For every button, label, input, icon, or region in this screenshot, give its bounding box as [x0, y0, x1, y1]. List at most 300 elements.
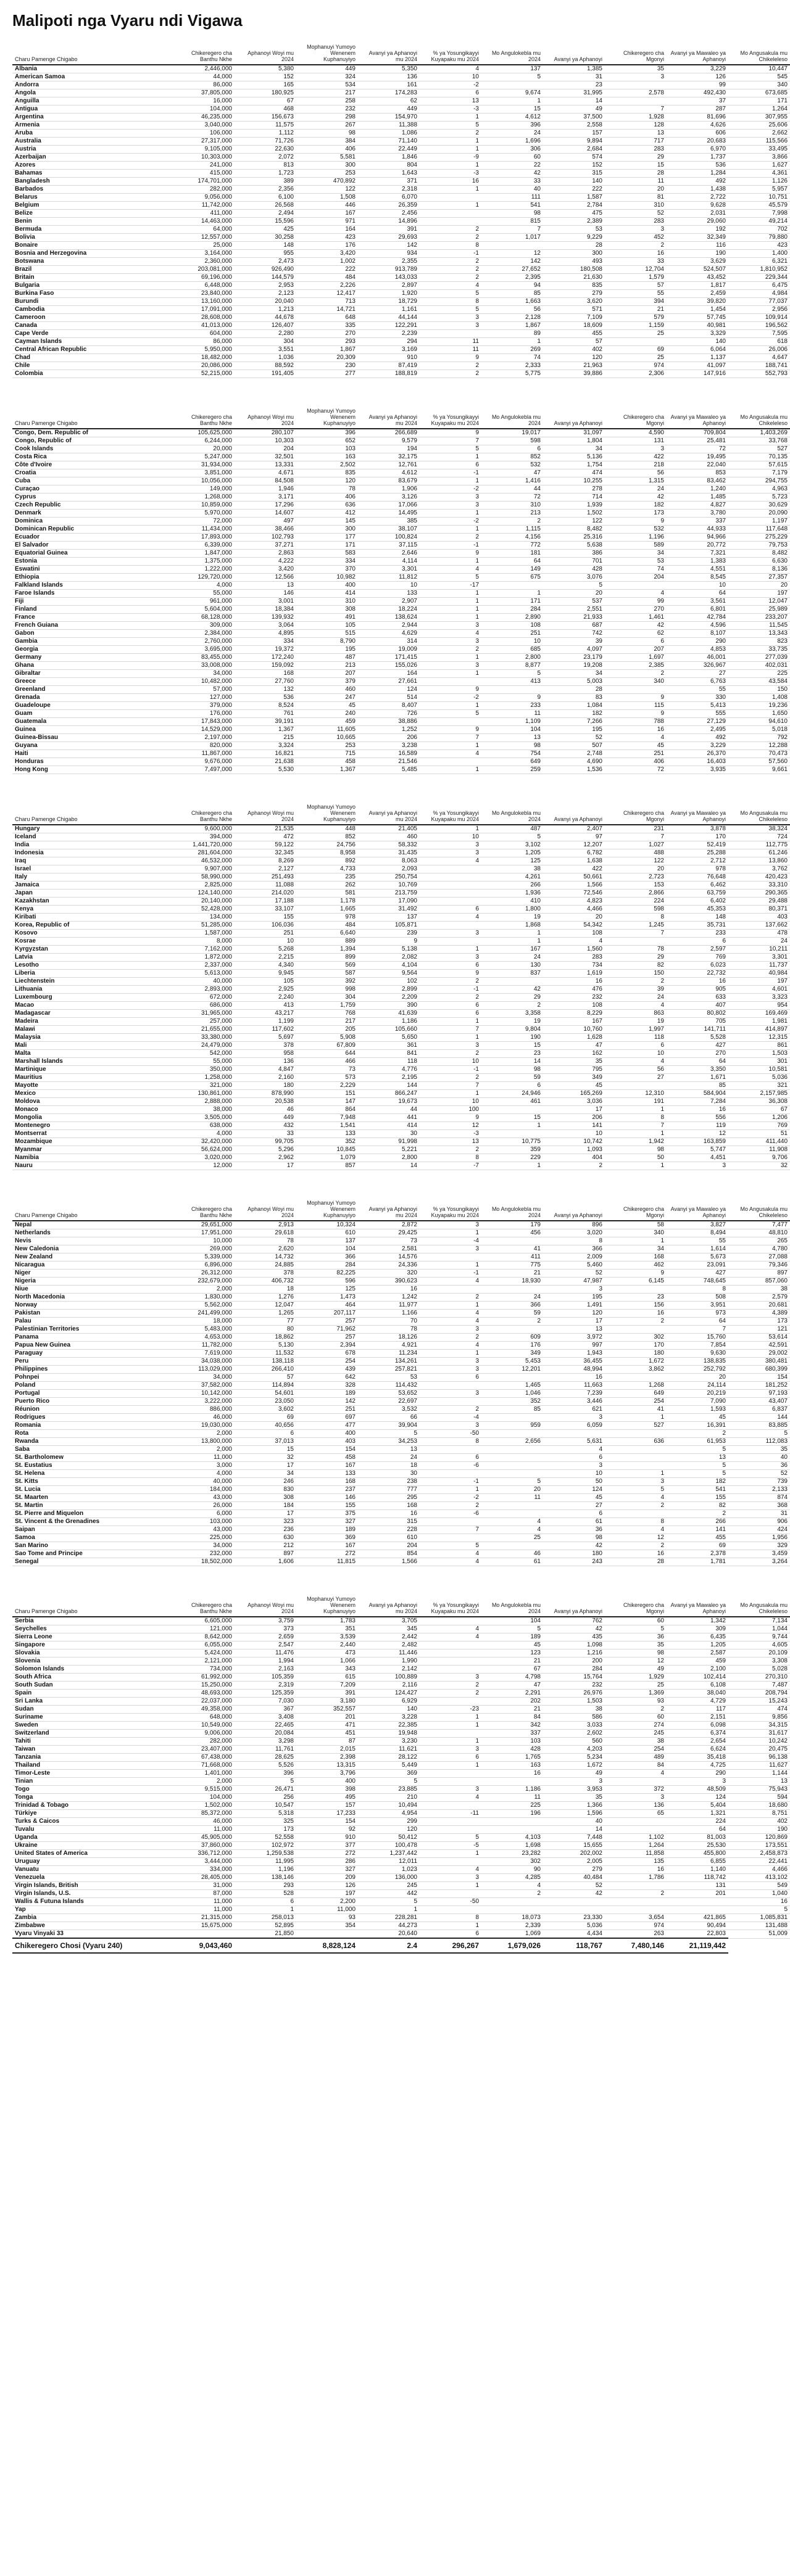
country-table [12, 407, 790, 774]
value-cell: 3,561 [667, 598, 728, 606]
table-row [12, 1398, 790, 1406]
table-row [12, 65, 790, 73]
value-cell: 167 [296, 1542, 358, 1550]
value-cell: 5,268 [235, 946, 296, 954]
value-cell: 54,601 [235, 1390, 296, 1398]
country-name-cell: St. Kitts [12, 1478, 173, 1486]
table-row [12, 590, 790, 598]
value-cell: 117,648 [728, 526, 790, 534]
value-cell: 2,502 [296, 461, 358, 469]
column-header: Aphanoyi Woyi mu 2024 [235, 1595, 296, 1617]
table-row [12, 1286, 790, 1294]
value-cell: 272 [296, 1850, 358, 1858]
value-cell: 1,044 [728, 1625, 790, 1633]
value-cell: 1,237,442 [358, 1850, 420, 1858]
value-cell: 532 [605, 526, 667, 534]
value-cell: 44,000 [173, 73, 235, 81]
value-cell: 1 [420, 162, 481, 170]
value-cell: 53 [605, 558, 667, 566]
value-cell: 3,169 [358, 346, 420, 354]
table-row [12, 178, 790, 186]
table-row [12, 493, 790, 502]
value-cell [605, 582, 667, 590]
value-cell: 2,446,000 [173, 65, 235, 73]
value-cell: 173,551 [728, 1842, 790, 1850]
value-cell [605, 338, 667, 346]
value-cell: 372 [605, 1786, 667, 1794]
value-cell: 3 [420, 1366, 481, 1374]
table-row [12, 298, 790, 306]
table-row [12, 550, 790, 558]
value-cell: 45,905,000 [173, 1834, 235, 1842]
country-name-cell: Faroe Islands [12, 590, 173, 598]
value-cell: 99 [605, 598, 667, 606]
value-cell: 487 [296, 654, 358, 662]
table-row [12, 1229, 790, 1237]
table-row [12, 1754, 790, 1762]
value-cell: 13,800,000 [173, 1438, 235, 1446]
value-cell: 7,998 [728, 210, 790, 218]
country-name-cell: Cameroon [12, 314, 173, 322]
value-cell: 2,209 [358, 994, 420, 1002]
column-header: Mo Angusakula mu Chikeleleso [728, 803, 790, 825]
column-header: Chikeregero cha Mgonyi [605, 1595, 667, 1617]
value-cell: 3,866 [728, 154, 790, 162]
country-name-cell: St. Maarten [12, 1494, 173, 1502]
value-cell: 163,859 [667, 1138, 728, 1146]
value-cell: 11,388 [358, 122, 420, 130]
value-cell: 4,222 [235, 558, 296, 566]
value-cell: 8,063 [358, 857, 420, 865]
value-cell: 3,695,000 [173, 646, 235, 654]
column-header: Charu Pamenge Chigabo [12, 1595, 173, 1617]
value-cell: 1 [420, 202, 481, 210]
value-cell: 71,140 [358, 138, 420, 146]
value-cell: 254 [605, 1746, 667, 1754]
value-cell: 1,936 [481, 890, 543, 898]
value-cell: 52 [543, 734, 605, 742]
country-name-cell: Mali [12, 1042, 173, 1050]
value-cell: 2 [481, 1890, 543, 1898]
value-cell: 334 [296, 558, 358, 566]
value-cell: 57,745 [667, 314, 728, 322]
value-cell: 42 [543, 1625, 605, 1633]
value-cell: 11 [481, 1794, 543, 1802]
value-cell: 4,601 [728, 986, 790, 994]
value-cell: 109,914 [728, 314, 790, 322]
value-cell: 1,264 [728, 105, 790, 114]
value-cell: 23,179 [543, 654, 605, 662]
value-cell: 724 [728, 833, 790, 841]
country-name-cell: Tuvalu [12, 1826, 173, 1834]
value-cell: 459 [296, 718, 358, 726]
value-cell: 16 [605, 1550, 667, 1558]
value-cell: 10,859,000 [173, 502, 235, 510]
value-cell: 524,507 [667, 266, 728, 274]
value-cell: 10,982 [296, 574, 358, 582]
value-cell: 11 [420, 346, 481, 354]
value-cell: 1 [420, 1034, 481, 1042]
value-cell: 55 [667, 1237, 728, 1245]
value-cell: 7,948 [296, 1114, 358, 1122]
value-cell: 1,800 [481, 906, 543, 914]
value-cell: 75,943 [728, 1786, 790, 1794]
value-cell: 57,000 [173, 686, 235, 694]
value-cell: 675 [481, 574, 543, 582]
value-cell: 2,748 [543, 750, 605, 758]
value-cell: 284 [296, 1261, 358, 1269]
value-cell: 290 [667, 638, 728, 646]
table-row [12, 574, 790, 582]
value-cell: 4 [420, 1310, 481, 1318]
value-cell: 124,427 [358, 1690, 420, 1698]
value-cell: 18 [235, 1286, 296, 1294]
value-cell: 7,266 [543, 718, 605, 726]
country-name-cell: Côte d'Ivoire [12, 461, 173, 469]
value-cell: 2,093 [358, 865, 420, 873]
value-cell: 896 [543, 1221, 605, 1229]
value-cell: 1 [420, 654, 481, 662]
value-cell: 598 [481, 437, 543, 445]
value-cell: 32 [728, 1162, 790, 1170]
value-cell: 38,040 [667, 1690, 728, 1698]
value-cell: 36,455 [543, 1358, 605, 1366]
value-cell: 955 [235, 250, 296, 258]
table-row [12, 1470, 790, 1478]
value-cell: 17 [235, 1510, 296, 1518]
table-row [12, 970, 790, 978]
country-name-cell: French Guiana [12, 622, 173, 630]
value-cell: 4,389 [728, 1310, 790, 1318]
value-cell: 7,109 [543, 314, 605, 322]
value-cell: 269 [481, 346, 543, 354]
table-row [12, 1542, 790, 1550]
value-cell: 772 [481, 542, 543, 550]
value-cell: 6 [543, 1454, 605, 1462]
value-cell: 471 [296, 1722, 358, 1730]
value-cell: 406 [296, 493, 358, 502]
value-cell: 72 [605, 766, 667, 774]
value-cell: -50 [420, 1898, 481, 1906]
value-cell: 11,605 [296, 726, 358, 734]
country-name-cell: Namibia [12, 1154, 173, 1162]
value-cell: 2 [605, 1890, 667, 1898]
value-cell: 377 [296, 1842, 358, 1850]
value-cell: 21,655,000 [173, 1026, 235, 1034]
value-cell: 18,930 [481, 1278, 543, 1286]
country-name-cell: Switzerland [12, 1730, 173, 1738]
country-name-cell: Azores [12, 162, 173, 170]
value-cell: 5,650 [358, 1034, 420, 1042]
country-name-cell: Nigeria [12, 1278, 173, 1286]
value-cell: 27,661 [358, 678, 420, 686]
value-cell: 3,759 [235, 1617, 296, 1625]
value-cell: 135 [605, 1858, 667, 1866]
value-cell: 20,109 [728, 1649, 790, 1657]
country-name-cell: Gabon [12, 630, 173, 638]
value-cell: 34 [235, 1470, 296, 1478]
value-cell: 14,896 [358, 218, 420, 226]
value-cell: 2,888,000 [173, 1098, 235, 1106]
value-cell: 4,104 [358, 962, 420, 970]
value-cell: 8,790 [296, 638, 358, 646]
value-cell: 20,640 [358, 1930, 420, 1939]
value-cell: 6 [420, 1374, 481, 1382]
value-cell: 2 [420, 994, 481, 1002]
value-cell: 2,123 [235, 290, 296, 298]
value-cell: 3,301 [728, 954, 790, 962]
total-value-cell: 9,043,460 [173, 1938, 235, 1953]
value-cell: 122,291 [358, 322, 420, 330]
value-cell: 6,023 [667, 962, 728, 970]
value-cell: 630 [235, 1534, 296, 1542]
value-cell: 420,423 [728, 873, 790, 881]
value-cell: 190 [728, 1826, 790, 1834]
value-cell [605, 1374, 667, 1382]
value-cell: 67,809 [296, 1042, 358, 1050]
value-cell: 492,430 [667, 89, 728, 97]
value-cell: 13,860 [728, 857, 790, 865]
column-header: Avanyi ya Mawaleo ya Aphanoyi [667, 407, 728, 429]
value-cell: 1,178 [296, 898, 358, 906]
value-cell: 71,668,000 [173, 1762, 235, 1770]
value-cell: 27,357 [728, 574, 790, 582]
table-row [12, 1518, 790, 1526]
value-cell: 1,920 [358, 290, 420, 298]
table-row [12, 841, 790, 849]
value-cell: 206 [543, 1114, 605, 1122]
country-name-cell: Paraguay [12, 1350, 173, 1358]
value-cell: 5,562,000 [173, 1302, 235, 1310]
value-cell: 4 [481, 1526, 543, 1534]
value-cell: 4,823 [543, 898, 605, 906]
value-cell: 156 [605, 1302, 667, 1310]
value-cell: 10,760 [543, 1026, 605, 1034]
value-cell: 2 [605, 1542, 667, 1550]
value-cell: 386 [543, 550, 605, 558]
column-header: Chikeregero cha Mgonyi [605, 407, 667, 429]
value-cell: 2 [420, 1334, 481, 1342]
value-cell: 9,674 [481, 89, 543, 97]
value-cell: 1,098 [543, 1641, 605, 1649]
value-cell: 460 [358, 833, 420, 841]
value-cell: 23,050 [235, 1398, 296, 1406]
value-cell: 37,860,000 [173, 1842, 235, 1850]
value-cell: 157 [296, 1802, 358, 1810]
value-cell: 184,000 [173, 1486, 235, 1494]
value-cell: 84 [481, 1714, 543, 1722]
value-cell: 1,765 [481, 1754, 543, 1762]
value-cell: 6 [420, 1754, 481, 1762]
value-cell: 459 [667, 1657, 728, 1666]
value-cell: 2,925 [235, 986, 296, 994]
value-cell: 2,473 [235, 258, 296, 266]
value-cell: 304 [296, 994, 358, 1002]
value-cell: 43,407 [728, 1398, 790, 1406]
value-cell: 717 [605, 138, 667, 146]
value-cell: 26,370 [667, 750, 728, 758]
value-cell: 769 [667, 954, 728, 962]
value-cell [481, 1374, 543, 1382]
value-cell: 3,420 [296, 250, 358, 258]
value-cell: 10,242 [728, 1738, 790, 1746]
value-cell: 176,000 [173, 710, 235, 718]
value-cell: 327 [296, 1866, 358, 1874]
value-cell: 1,367 [235, 726, 296, 734]
value-cell [481, 1286, 543, 1294]
value-cell: 6,801 [667, 606, 728, 614]
value-cell: 182 [667, 1478, 728, 1486]
value-cell: 321 [728, 1082, 790, 1090]
value-cell: 476 [543, 986, 605, 994]
value-cell: 122 [543, 518, 605, 526]
value-cell: 4,466 [728, 1866, 790, 1874]
value-cell: 196 [481, 1810, 543, 1818]
value-cell: 20,309 [296, 354, 358, 362]
table-row [12, 122, 790, 130]
value-cell: 7,209 [296, 1682, 358, 1690]
value-cell: 170 [605, 1342, 667, 1350]
value-cell: 74 [605, 566, 667, 574]
country-name-cell: Ukraine [12, 1842, 173, 1850]
value-cell: 385 [358, 518, 420, 526]
value-cell: 1 [420, 1722, 481, 1730]
value-cell: 45 [543, 1082, 605, 1090]
value-cell: 262 [296, 881, 358, 890]
value-cell: 169,469 [728, 1010, 790, 1018]
table-row [12, 930, 790, 938]
value-cell: 113,029,000 [173, 1366, 235, 1374]
value-cell: 556 [667, 1114, 728, 1122]
country-name-cell: Bulgaria [12, 282, 173, 290]
value-cell: 452 [605, 234, 667, 242]
table-row [12, 1042, 790, 1050]
value-cell: 5,136 [543, 453, 605, 461]
value-cell: 400 [296, 1430, 358, 1438]
value-cell: 5 [481, 73, 543, 81]
column-header: Mophanuyi Yumoyo Wenenem Kuphanuyiyo [296, 407, 358, 429]
table-row [12, 1138, 790, 1146]
country-name-cell: Brazil [12, 266, 173, 274]
value-cell: 310 [296, 598, 358, 606]
value-cell: 144 [358, 1082, 420, 1090]
value-cell: 9,630 [667, 1350, 728, 1358]
value-cell: 120 [358, 1826, 420, 1834]
value-cell: 1,400 [728, 250, 790, 258]
value-cell: 5 [667, 1462, 728, 1470]
column-header: Avanyi ya Aphanoyi [543, 1199, 605, 1221]
value-cell: 340 [605, 1229, 667, 1237]
value-cell: 8,958 [296, 849, 358, 857]
value-cell: 195 [543, 726, 605, 734]
value-cell: 16,403 [667, 758, 728, 766]
value-cell: 1,196 [605, 534, 667, 542]
value-cell: 2,897 [358, 282, 420, 290]
value-cell: 4,000 [173, 582, 235, 590]
value-cell: 37,013 [235, 1438, 296, 1446]
value-cell: 38,107 [358, 526, 420, 534]
country-name-cell: Honduras [12, 758, 173, 766]
value-cell: 926,490 [235, 266, 296, 274]
value-cell: 32,175 [358, 453, 420, 461]
value-cell: 16 [358, 1286, 420, 1294]
value-cell: 4,921 [358, 1342, 420, 1350]
value-cell: 3,444,000 [173, 1858, 235, 1866]
value-cell: 41 [481, 1245, 543, 1253]
value-cell: 861 [728, 1042, 790, 1050]
value-cell: 13 [481, 734, 543, 742]
country-name-cell: Australia [12, 138, 173, 146]
value-cell: 837 [481, 970, 543, 978]
table-row [12, 1074, 790, 1082]
value-cell: 1,383 [667, 558, 728, 566]
value-cell: 2,659 [235, 1633, 296, 1641]
value-cell: 5 [728, 1430, 790, 1438]
column-header: Mo Angulokebla mu 2024 [481, 1595, 543, 1617]
value-cell: 12 [605, 1657, 667, 1666]
table-row [12, 146, 790, 154]
value-cell: 19,208 [543, 662, 605, 670]
value-cell: 345 [358, 1625, 420, 1633]
value-cell: 820,000 [173, 742, 235, 750]
value-cell: 9,628 [667, 202, 728, 210]
value-cell: 4,285 [481, 1874, 543, 1882]
value-cell: 373 [235, 1625, 296, 1633]
value-cell: 6,448,000 [173, 282, 235, 290]
value-cell: 10,742 [543, 1138, 605, 1146]
value-cell: 238 [358, 1478, 420, 1486]
column-header: Chikeregero cha Mgonyi [605, 1199, 667, 1221]
value-cell: 11,000 [173, 1454, 235, 1462]
table-row [12, 914, 790, 922]
value-cell: 230 [296, 362, 358, 370]
country-name-cell: South Sudan [12, 1682, 173, 1690]
value-cell: 36,308 [728, 1098, 790, 1106]
country-name-cell: Estonia [12, 558, 173, 566]
value-cell: 102 [358, 978, 420, 986]
value-cell: 167 [481, 946, 543, 954]
value-cell: 76,648 [667, 873, 728, 881]
value-cell: 155 [235, 914, 296, 922]
value-cell: 7 [605, 1122, 667, 1130]
total-value-cell: 7,480,146 [605, 1938, 667, 1953]
country-name-cell: Rodrigues [12, 1414, 173, 1422]
value-cell: 243 [543, 1558, 605, 1566]
value-cell: 541 [481, 202, 543, 210]
country-name-cell: Tahiti [12, 1738, 173, 1746]
value-cell: 114,432 [358, 1382, 420, 1390]
value-cell: 16 [667, 1106, 728, 1114]
value-cell: 1,102 [605, 1834, 667, 1842]
value-cell: 1,144 [728, 1770, 790, 1778]
value-cell: 134,261 [358, 1358, 420, 1366]
column-header: Charu Pamenge Chigabo [12, 43, 173, 65]
value-cell: 11,995 [235, 1858, 296, 1866]
value-cell: 1,367 [296, 766, 358, 774]
value-cell: 368 [728, 1502, 790, 1510]
table-row [12, 1454, 790, 1462]
value-cell: 14 [543, 97, 605, 105]
table-row [12, 630, 790, 638]
value-cell: 46,235,000 [173, 114, 235, 122]
value-cell: 3,020 [543, 1229, 605, 1237]
country-name-cell: Costa Rica [12, 453, 173, 461]
value-cell: 105 [235, 978, 296, 986]
value-cell: 251 [296, 1406, 358, 1414]
value-cell [605, 81, 667, 89]
value-cell: 71,726 [235, 138, 296, 146]
value-cell: 2 [420, 1074, 481, 1082]
